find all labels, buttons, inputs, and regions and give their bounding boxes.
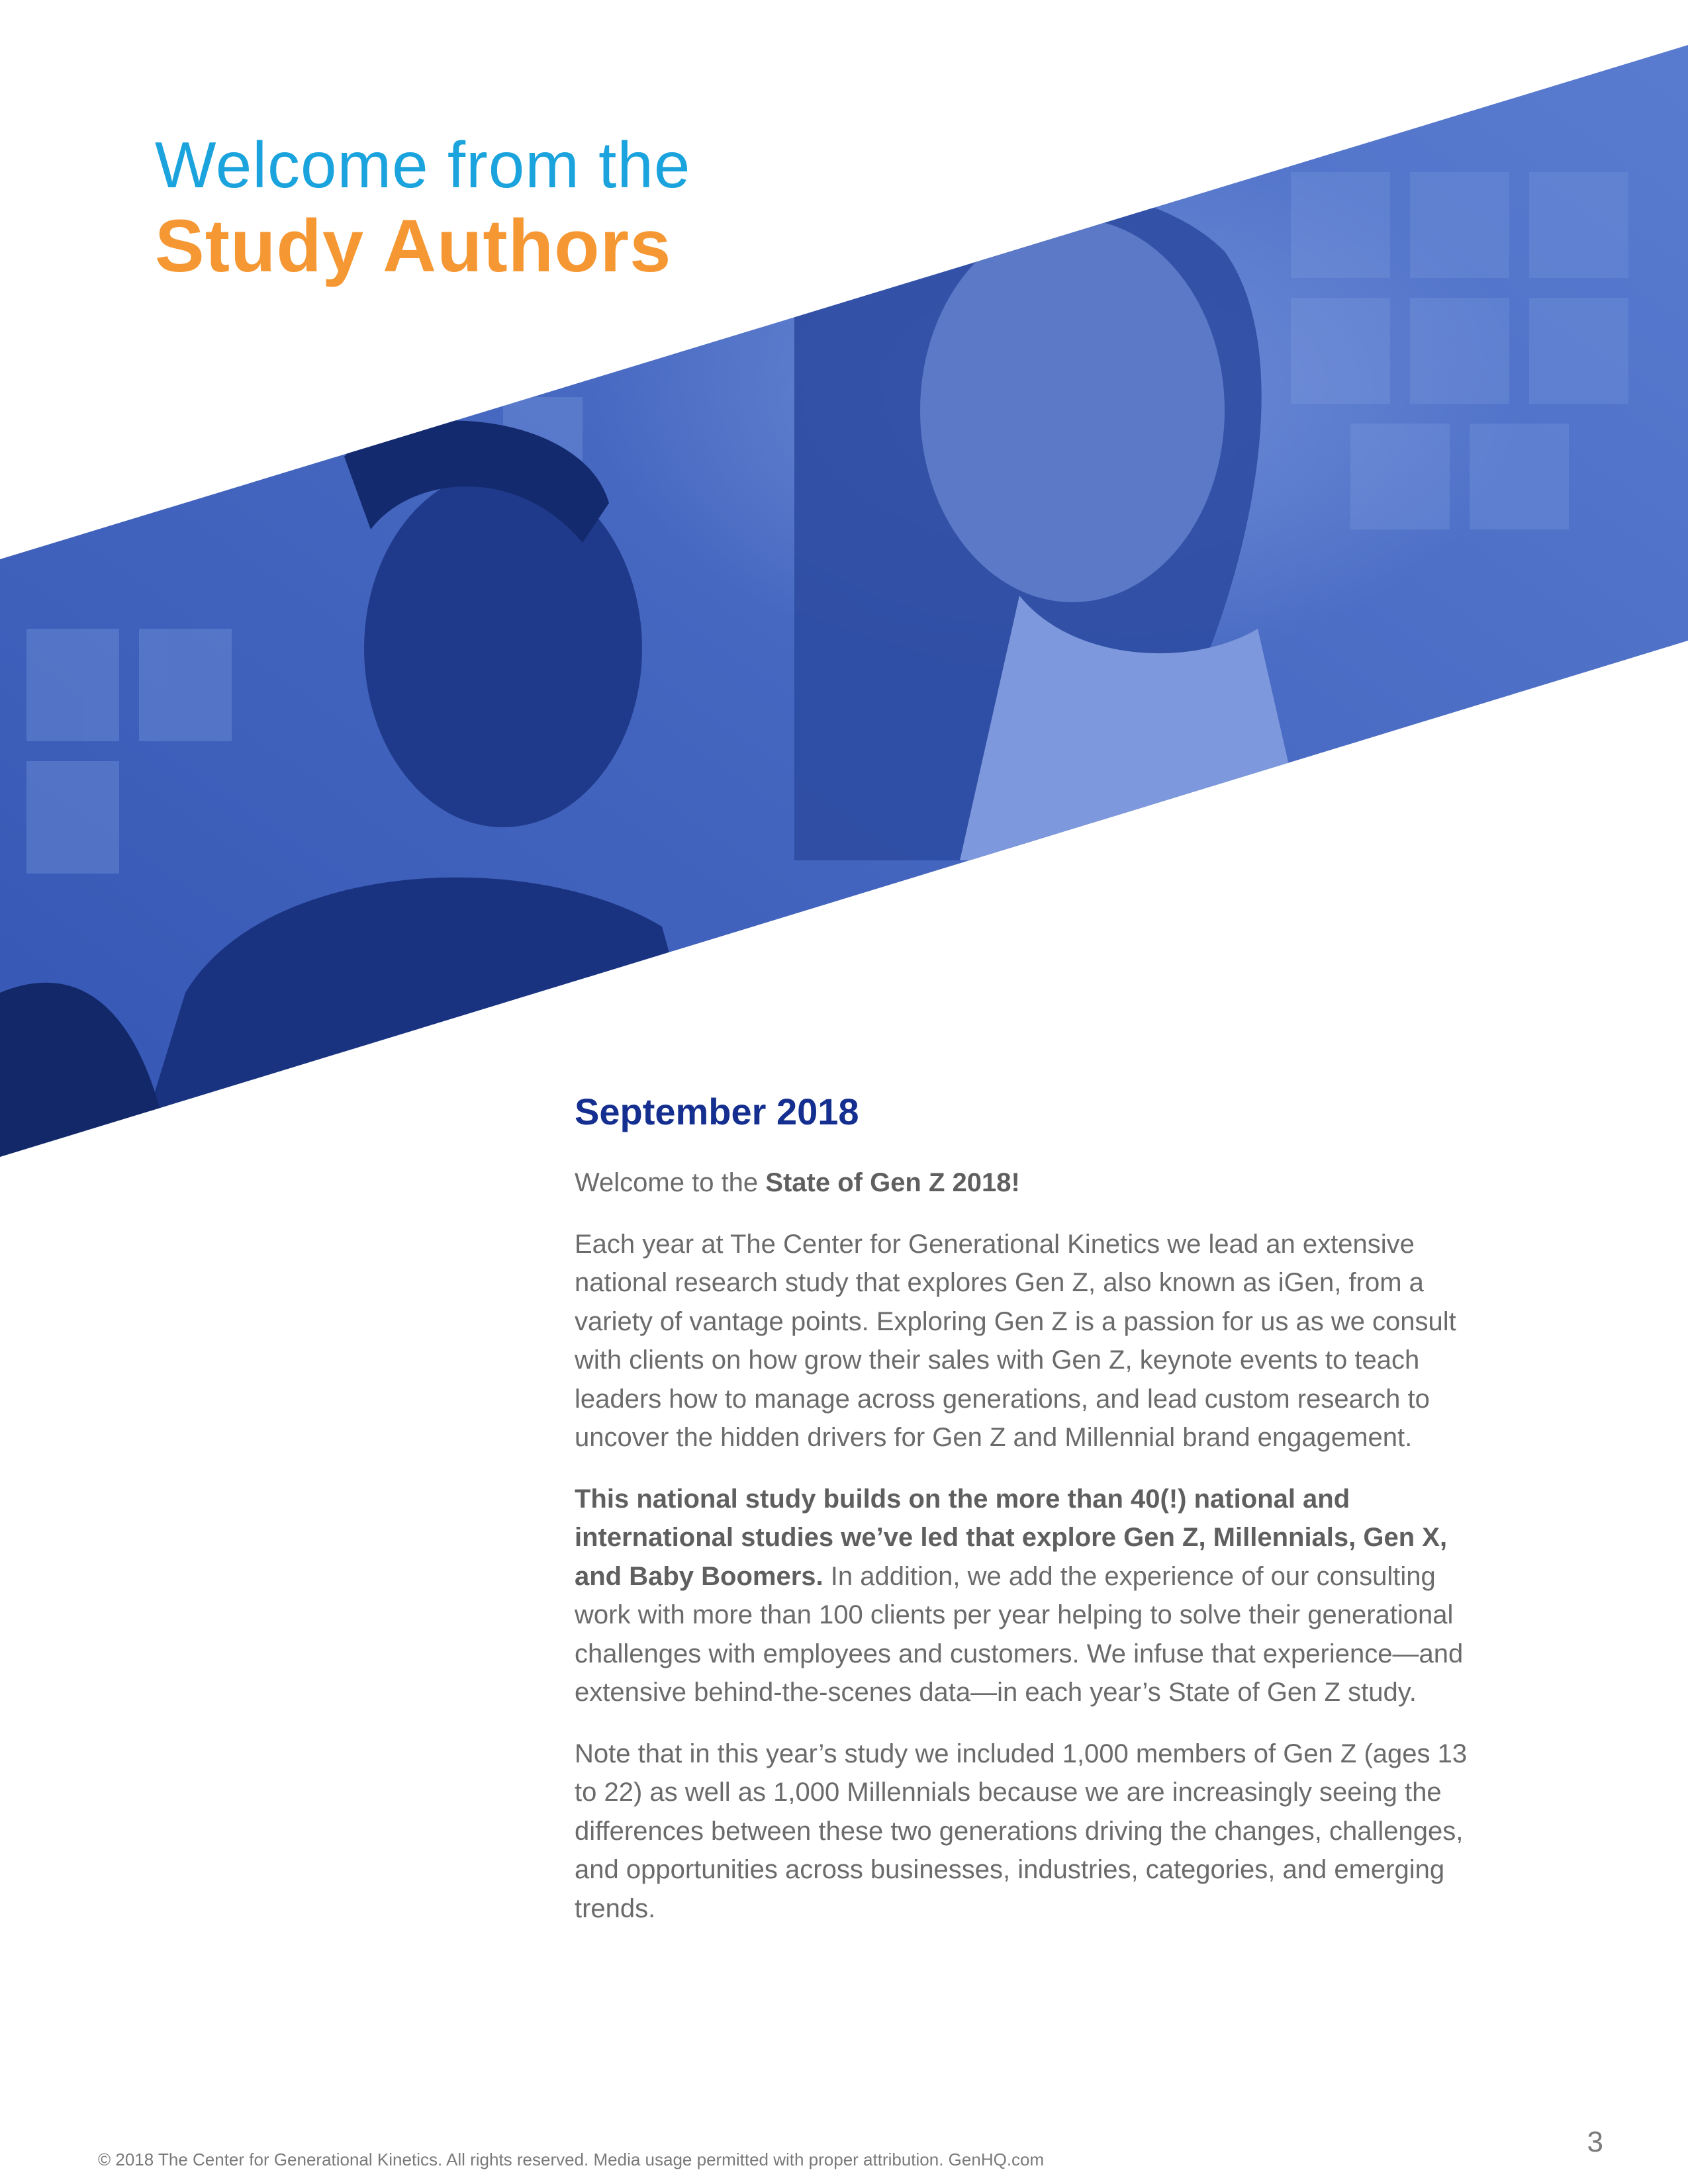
- letter-body: [575, 1085, 1481, 1950]
- welcome-paragraph: [575, 1163, 1481, 1203]
- paragraph-intro: Each year at The Center for Generational Kinetics we lead an extensive national research study that explores Gen Z, also known as iGen, from a variety of vantage points. Exploring Gen Z is a passion for us as we consult with clients on how grow their sales with Gen Z, keynote events to teach leaders how to manage across generations, and lead custom research to uncover the hidden drivers for Gen Z and Millennial brand engagement.: [575, 1229, 1456, 1452]
- welcome-study-name: State of Gen Z 2018!: [765, 1168, 1020, 1197]
- welcome-prefix: Welcome to the: [575, 1168, 766, 1197]
- paragraph-note: Note that in this year’s study we included 1,000 members of Gen Z (ages 13 to 22) as well as 1,000 Millennials because we are increasingly seeing the differences between these two generations driving the changes, challenges, and opportunities across businesses, industries, categories, and emerging trends.: [575, 1739, 1468, 1923]
- date-heading: September 2018: [575, 1091, 859, 1132]
- page-title-line1: Welcome from the: [155, 128, 691, 201]
- page-number: 3: [1587, 2126, 1603, 2158]
- paragraph-studies-bold: This national study builds on the more than 40(!) national and international studies we’ve led that explore Gen Z, Millennials, Gen X, and Baby Boomers.: [575, 1484, 1448, 1591]
- paragraph-studies: [575, 1480, 1481, 1712]
- footer-copyright: © 2018 The Center for Generational Kinetics. All rights reserved. Media usage permitted with proper attribution. GenHQ.com: [98, 2150, 1045, 2169]
- page-title: [155, 126, 690, 289]
- page-title-line2: Study Authors: [155, 205, 672, 287]
- paragraph-studies-rest: In addition, we add the experience of our consulting work with more than 100 clients per year helping to solve their generational challenges with employees and customers. We infuse that experience—and extensive behind-the-scenes data—in each year’s State of Gen Z study.: [575, 1561, 1464, 1707]
